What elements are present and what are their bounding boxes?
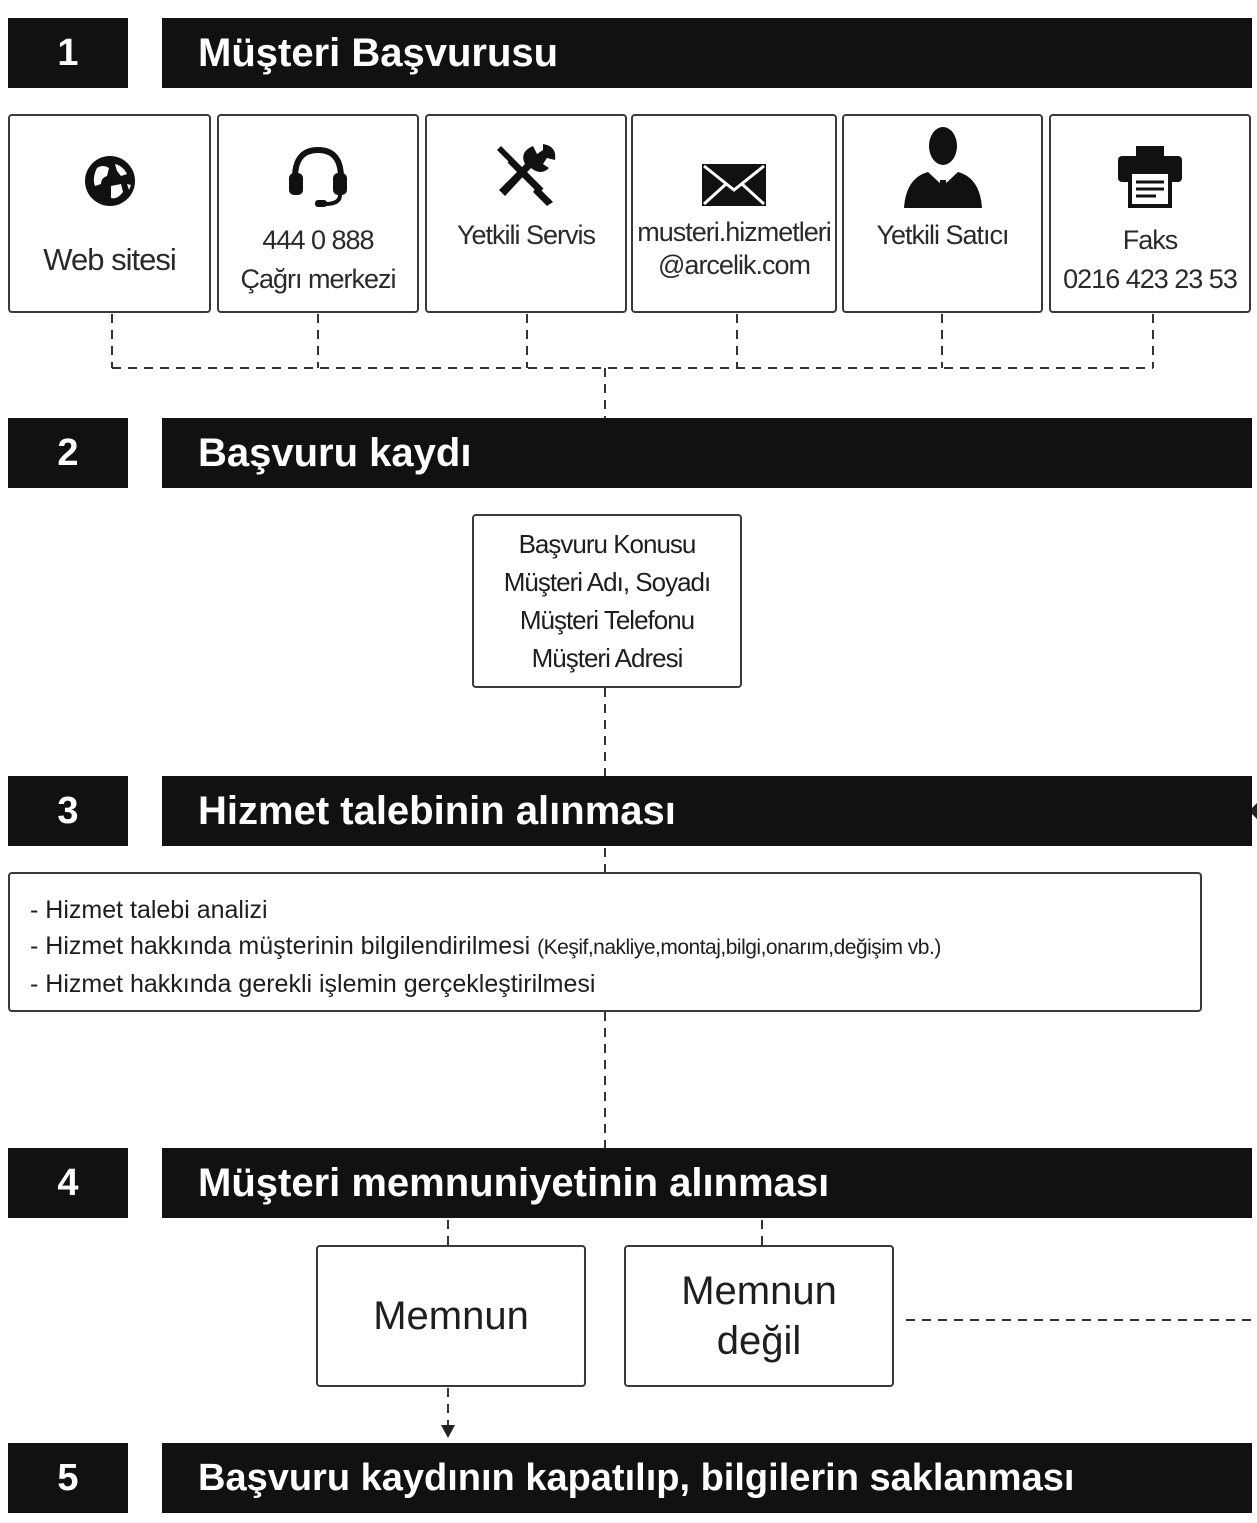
channel-service-text — [457, 208, 595, 311]
channel-email-text — [637, 208, 831, 311]
channel-email-line-2: @arcelik.com — [658, 250, 810, 280]
step-title-2 — [162, 418, 1252, 488]
envelope-icon — [700, 116, 768, 208]
step-title-1-text: Müşteri Başvurusu — [198, 30, 559, 75]
channel-call-line-2: Çağrı merkezi — [240, 263, 396, 294]
step-title-4-text: Müşteri memnuniyetinin alınması — [198, 1160, 830, 1205]
channel-fax-line-2: 0216 423 23 53 — [1063, 263, 1237, 294]
step-title-3 — [162, 776, 1252, 846]
service-item-note: (Keşif,nakliye,montaj,bilgi,onarım,değişim vb.) — [537, 936, 941, 959]
step-number-3-text: 3 — [57, 789, 79, 832]
service-item — [30, 892, 1200, 928]
step-number-2-text: 2 — [57, 431, 79, 474]
channel-dealer — [842, 114, 1043, 313]
channel-fax-line-1: Faks — [1122, 224, 1178, 255]
channel-email — [631, 114, 837, 313]
step-number-3 — [8, 776, 128, 846]
fax-icon — [1116, 116, 1184, 208]
channel-call-center — [217, 114, 419, 313]
channel-web-text — [43, 208, 175, 311]
satisfied-label: Memnun — [373, 1293, 529, 1338]
step-title-5 — [162, 1443, 1252, 1513]
not-satisfied-box — [624, 1245, 894, 1387]
service-item — [30, 928, 1200, 966]
channel-call-line-1: 444 0 888 — [262, 224, 374, 255]
person-icon — [900, 116, 986, 208]
record-field: Müşteri Adı, Soyadı — [503, 567, 711, 597]
channel-dealer-text — [876, 208, 1008, 311]
headset-icon — [283, 116, 353, 208]
service-item-text: - Hizmet hakkında müşterinin bilgilendirilmesi — [30, 932, 531, 960]
step-number-4-text: 4 — [57, 1161, 79, 1204]
arrow-down-icon — [441, 1425, 455, 1438]
step-title-3-text: Hizmet talebinin alınması — [198, 788, 676, 833]
channel-dealer-line: Yetkili Satıcı — [876, 220, 1009, 250]
step-title-4 — [162, 1148, 1252, 1218]
record-field: Müşteri Telefonu — [519, 605, 695, 635]
record-fields-box — [472, 514, 742, 688]
step-number-2 — [8, 418, 128, 488]
not-satisfied-line-1: Memnun — [681, 1269, 837, 1313]
step-title-1 — [162, 18, 1252, 88]
step-number-5 — [8, 1443, 128, 1513]
channel-call-text — [240, 208, 395, 311]
step-number-5-text: 5 — [57, 1456, 79, 1499]
channel-web — [8, 114, 211, 313]
step-number-1 — [8, 18, 128, 88]
channel-fax-text — [1063, 208, 1237, 311]
service-item-text: - Hizmet talebi analizi — [30, 896, 268, 924]
channel-email-line-1: musteri.hizmetleri — [637, 217, 831, 247]
service-request-list — [8, 872, 1202, 1012]
channel-service-line: Yetkili Servis — [456, 220, 596, 250]
channel-fax — [1049, 114, 1251, 313]
record-field: Başvuru Konusu — [518, 529, 696, 559]
record-field: Müşteri Adresi — [531, 643, 683, 673]
step-number-1-text: 1 — [57, 31, 79, 74]
service-item — [30, 966, 1200, 1002]
satisfied-box — [316, 1245, 586, 1387]
tools-icon — [491, 116, 561, 208]
step-title-2-text: Başvuru kaydı — [198, 430, 472, 475]
not-satisfied-line-2: değil — [716, 1319, 802, 1363]
channel-service — [425, 114, 627, 313]
channel-web-line: Web sitesi — [43, 242, 176, 277]
step-title-5-text: Başvuru kaydının kapatılıp, bilgilerin saklanması — [198, 1456, 1075, 1499]
step-number-4 — [8, 1148, 128, 1218]
service-item-text: - Hizmet hakkında gerekli işlemin gerçekleştirilmesi — [30, 970, 596, 998]
globe-icon — [83, 116, 137, 208]
